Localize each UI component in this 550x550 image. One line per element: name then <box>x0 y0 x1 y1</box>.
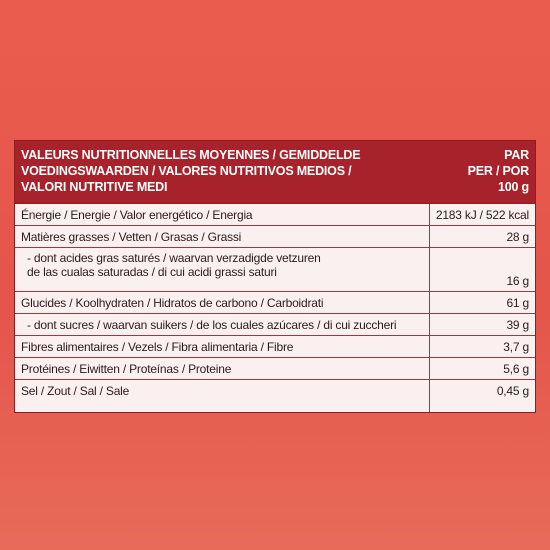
row-value: 61 g <box>506 296 529 310</box>
nutrition-table <box>14 140 536 413</box>
row-label: Matières grasses / Vetten / Grasas / Grassi <box>21 230 242 244</box>
header-title-line: VOEDINGSWAARDEN / VALORES NUTRITIVOS MEDIOS / <box>21 164 352 178</box>
row-label: Fibres alimentaires / Vezels / Fibra alimentaria / Fibre <box>21 340 294 354</box>
table-row-energy <box>15 204 535 226</box>
row-value: 2183 kJ / 522 kcal <box>435 208 529 222</box>
row-label: Glucides / Koolhydraten / Hidratos de carbono / Carboidrati <box>21 296 324 310</box>
table-header <box>15 141 535 204</box>
table-row-carbohydrates <box>15 292 535 314</box>
table-row-protein <box>15 358 535 380</box>
table-row-saturated-fat <box>15 248 535 292</box>
table-row-salt <box>15 380 535 400</box>
table-row-fibre <box>15 336 535 358</box>
row-label-line: de las cualas saturadas / di cui acidi grassi saturi <box>27 265 277 279</box>
header-per-line: 100 g <box>498 180 529 194</box>
row-value: 5,6 g <box>503 362 529 376</box>
row-value: 0,45 g <box>496 384 529 398</box>
row-label: Énergie / Energie / Valor energético / Energia <box>21 208 253 222</box>
row-value: 3,7 g <box>503 340 529 354</box>
table-row-sugars <box>15 314 535 336</box>
row-value: 16 g <box>506 274 529 288</box>
row-label <box>27 251 321 279</box>
row-label: Sel / Zout / Sal / Sale <box>21 384 130 398</box>
row-label-line: - dont acides gras saturés / waarvan verzadigde vetzuren <box>27 251 321 265</box>
header-title-line: VALEURS NUTRITIONNELLES MOYENNES / GEMIDDELDE <box>21 148 361 162</box>
header-title-line: VALORI NUTRITIVE MEDI <box>21 180 168 194</box>
header-title <box>21 147 441 195</box>
header-per-line: PAR <box>504 148 529 162</box>
row-label: Protéines / Eiwitten / Proteínas / Proteine <box>21 362 232 376</box>
table-row-fat <box>15 226 535 248</box>
row-value: 28 g <box>506 230 529 244</box>
table-body <box>15 204 535 412</box>
row-label: - dont sucres / waarvan suikers / de los cuales azúcares / di cui zuccheri <box>27 318 397 332</box>
row-value: 39 g <box>506 318 529 332</box>
header-per-line: PER / POR <box>467 164 529 178</box>
header-per-unit <box>468 147 529 195</box>
